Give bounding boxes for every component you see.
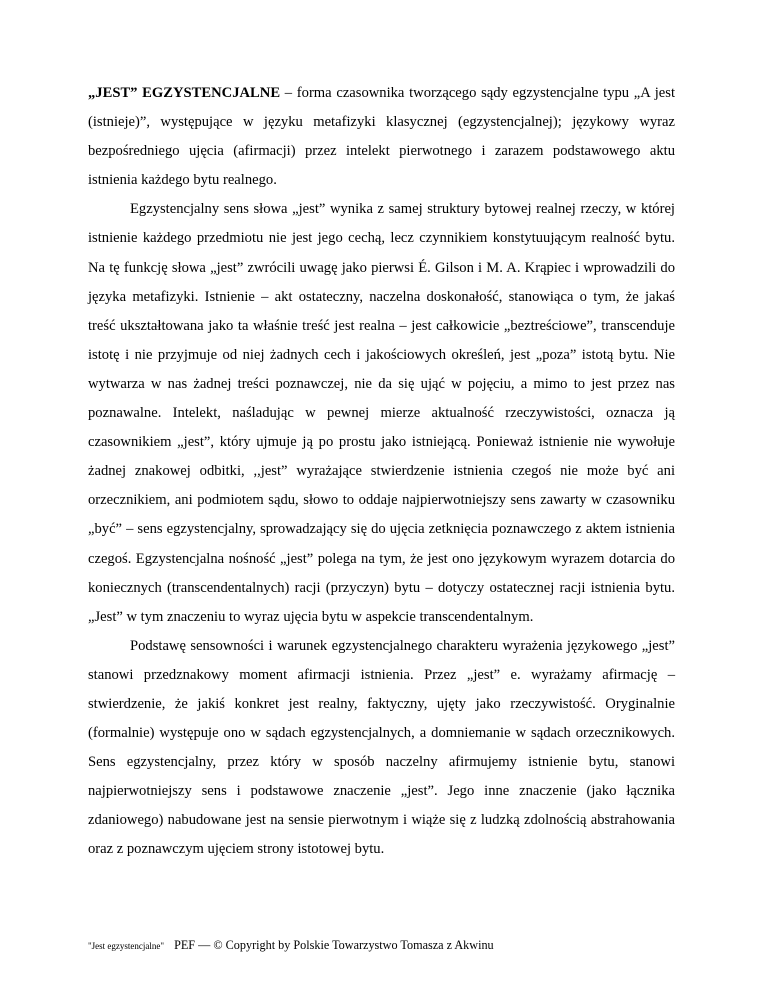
footer-short-title: "Jest egzystencjalne" — [88, 941, 165, 951]
entry-definition: – forma czasownika tworzącego sądy egzystencjalne typu „A jest (istnieje)”, występujące w języku metafizyki klasycznej (egzystencjalnej); językowy wyraz bezpośredniego ujęcia (afirmacji) przez intelekt pierwotnego i zarazem podstawowego aktu istnienia każdego bytu realnego. — [88, 85, 675, 189]
paragraph-existential-sense: Egzystencjalny sens słowa „jest” wynika z samej struktury bytowej realnej rzeczy, w której istnienie każdego przedmiotu nie jest jego cechą, lecz czynnikiem konstytuującym realność bytu. Na tę funkcję słowa „jest” zwrócili uwagę jako pierwsi É. Gilson i M. A. Krąpiec i wprowadzili do języka metafizyki. Istnienie – akt ostateczny, naczelna doskonałość, stanowiąca o tym, że jakaś treść ukształtowana jako ta właśnie treść jest realna – jest całkowicie „beztreściowe”, transcenduje istotę i nie przyjmuje od niej żadnych cech i jakościowych określeń, jest „poza” istotą bytu. Nie wytwarza w nas żadnej treści poznawczej, nie da się ująć w pojęciu, a mimo to jest przez nas poznawalne. Intelekt, naśladując w pewnej mierze aktualność rzeczywistości, oznacza ją czasownikiem „jest”, który ujmuje ją po prostu jako istniejącą. Ponieważ istnienie nie wywołuje żadnej znakowej odbitki, ,,jest” wyrażające stwierdzenie istnienia czegoś nie może być ani orzecznikiem, ani podmiotem sądu, słowo to oddaje najpierwotniejszy sens zawarty w czasowniku „być” – sens egzystencjalny, sprowadzający się do ujęcia zetknięcia poznawczego z aktem istnienia czegoś. Egzystencjalna nośność „jest” polega na tym, że jest ono językowym wyrazem dotarcia do koniecznych (transcendentalnych) racji (przyczyn) bytu – dotyczy ostatecznej racji istnienia bytu. „Jest” w tym znaczeniu to wyraz ujęcia bytu w aspekcie transcendentalnym. — [88, 201, 675, 625]
paragraph-affirmation: Podstawę sensowności i warunek egzystencjalnego charakteru wyrażenia językowego „jest” stanowi przedznakowy moment afirmacji istnienia. Przez „jest” e. wyrażamy afirmację – stwierdzenie, że jakiś konkret jest realny, faktyczny, ujęty jako rzeczywistość. Oryginalnie (formalnie) występuje ono w sądach egzystencjalnych, a domniemanie w sądach orzecznikowych. Sens egzystencjalny, przez który w sposób naczelny afirmujemy istnienie bytu, stanowi najpierwotniejszy sens i podstawowe znaczenie „jest”. Jego inne znaczenie (jako łącznika zdaniowego) nabudowane jest na sensie pierwotnym i wiąże się z ludzką zdolnością abstrahowania oraz z poznawczym ujęciem strony istotowej bytu. — [88, 637, 675, 858]
footer-credit: PEF — © Copyright by Polskie Towarzystwo Tomasza z Akwinu — [174, 938, 494, 952]
entry-term: „JEST” EGZYSTENCJALNE — [88, 85, 281, 101]
entry-body — [88, 79, 675, 865]
entry-definition-paragraph — [88, 79, 675, 195]
page-footer — [88, 937, 494, 954]
